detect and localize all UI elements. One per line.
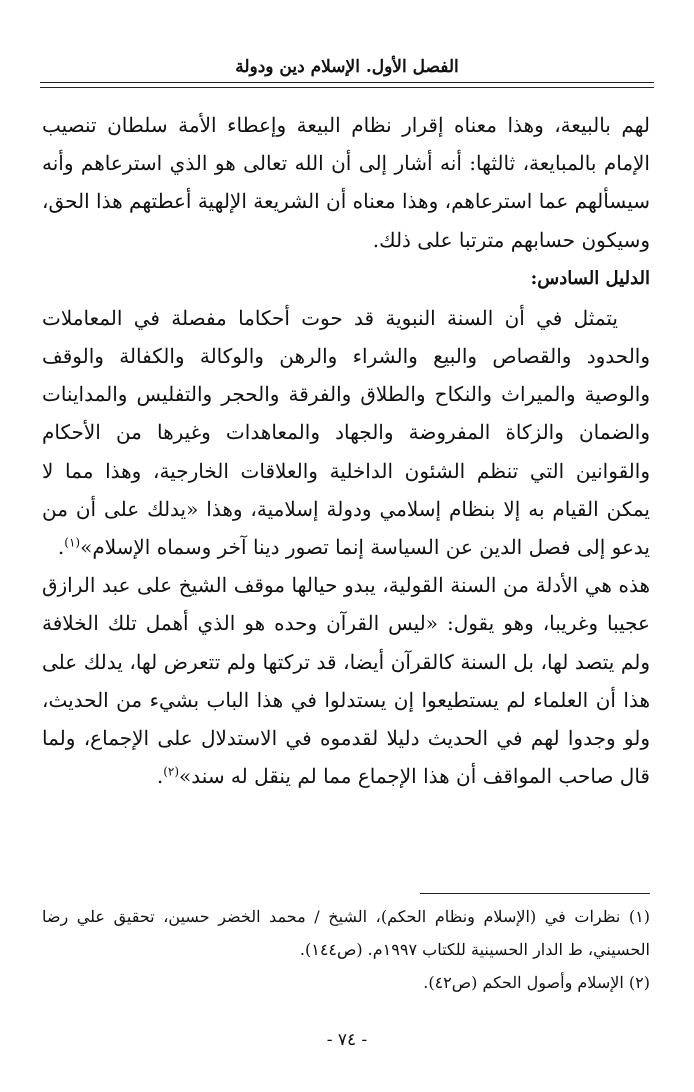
header-rule-double (40, 87, 654, 88)
footnote-2: (٢) الإسلام وأصول الحكم (ص٤٢). (423, 973, 650, 992)
paragraph-1: لهم بالبيعة، وهذا معناه إقرار نظام البيعة وإعطاء الأمة سلطان تنصيب الإمام بالمبايعة، ثالثها: أنه أشار إلى أن الله تعالى هو الذي استرعاهم وأنه سيسألهم عما استرعاهم، وهذا معناه أن الشريعة الإلهية أعطتهم هذا الحق، وسيكون حسابهم مترتبا على ذلك. (42, 113, 650, 252)
body-text (42, 106, 650, 795)
paragraph-3: هذه هي الأدلة من السنة القولية، يبدو حيالها موقف الشيخ على عبد الرازق عجيبا وغريبا، وهو يقول: «ليس القرآن وحده هو الذي أهمل تلك الخلافة ولم يتصد لها، بل السنة كالقرآن أيضا، قد تركتها ولم تتعرض لها، يدلك على هذا أن العلماء لم يستطيعوا إن يستدلوا في هذا الباب بشيء من الحديث، ولو وجدوا لهم في الحديث دليلا لقدموه في الاستدلال على الإجماع، ولما قال صاحب المواقف أن هذا الإجماع مما لم ينقل له سند»$^{(٢)}$. (42, 573, 650, 789)
footnotes (42, 900, 650, 999)
footnote-ref-2[interactable]: (٢) (163, 764, 180, 779)
paragraph-2: يتمثل في أن السنة النبوية قد حوت أحكاما مفصلة في المعاملات والحدود والقصاص والبيع والشراء والرهن والوكالة والكفالة والوقف والوصية والميراث والنكاح والطلاق والفرقة والحجر والتفليس والمداينات والضمان والزكاة المفروضة والجهاد والمعاهدات وغيرها من الأحكام والقوانين التي تنظم الشئون الداخلية والعلاقات الخارجية، وهذا مما لا يمكن القيام به إلا بنظام إسلامي ودولة إسلامية، وهذا «يدلك على أن من يدعو إلى فصل الدين عن السياسة إنما تصور دينا آخر وسماه الإسلام»$^{(١)}$. (42, 305, 650, 560)
paragraph-3-text: هذه هي الأدلة من السنة القولية، يبدو حيالها موقف الشيخ على عبد الرازق عجيبا وغريبا، وهو يقول: «ليس القرآن وحده هو الذي أهمل تلك الخلافة ولم يتصد لها، بل السنة كالقرآن أيضا، قد تركتها ولم تتعرض لها، يدلك على هذا أن العلماء لم يستطيعوا إن يستدلوا في هذا الباب بشيء من الحديث، ولو وجدوا لهم في الحديث دليلا لقدموه في الاستدلال على الإجماع، ولما قال صاحب المواقف أن هذا الإجماع مما لم ينقل له سند» (42, 573, 650, 789)
page-number: - ٧٤ - (326, 1030, 368, 1050)
section-heading: الدليل السادس: (530, 267, 650, 289)
paragraph-2-text: يتمثل في أن السنة النبوية قد حوت أحكاما مفصلة في المعاملات والحدود والقصاص والبيع والشراء والرهن والوكالة والكفالة والوقف والوصية والميراث والنكاح والطلاق والفرقة والحجر والتفليس والمداينات والضمان والزكاة المفروضة والجهاد والمعاهدات وغيرها من الأحكام والقوانين التي تنظم الشئون الداخلية والعلاقات الخارجية، وهذا مما لا يمكن القيام به إلا بنظام إسلامي ودولة إسلامية، وهذا «يدلك على أن من يدعو إلى فصل الدين عن السياسة إنما تصور دينا آخر وسماه الإسلام» (42, 305, 650, 560)
running-head: الفصل الأول. الإسلام دين ودولة (235, 57, 459, 77)
header-rule (40, 82, 654, 83)
footnote-ref-1[interactable]: (١) (64, 535, 81, 550)
footnote-rule (420, 893, 650, 894)
footnote-1: (١) نظرات في (الإسلام ونظام الحكم)، الشيخ / محمد الخضر حسين، تحقيق علي رضا الحسيني، ط الدار الحسينية للكتاب ١٩٩٧م. (ص١٤٤). (42, 907, 651, 959)
